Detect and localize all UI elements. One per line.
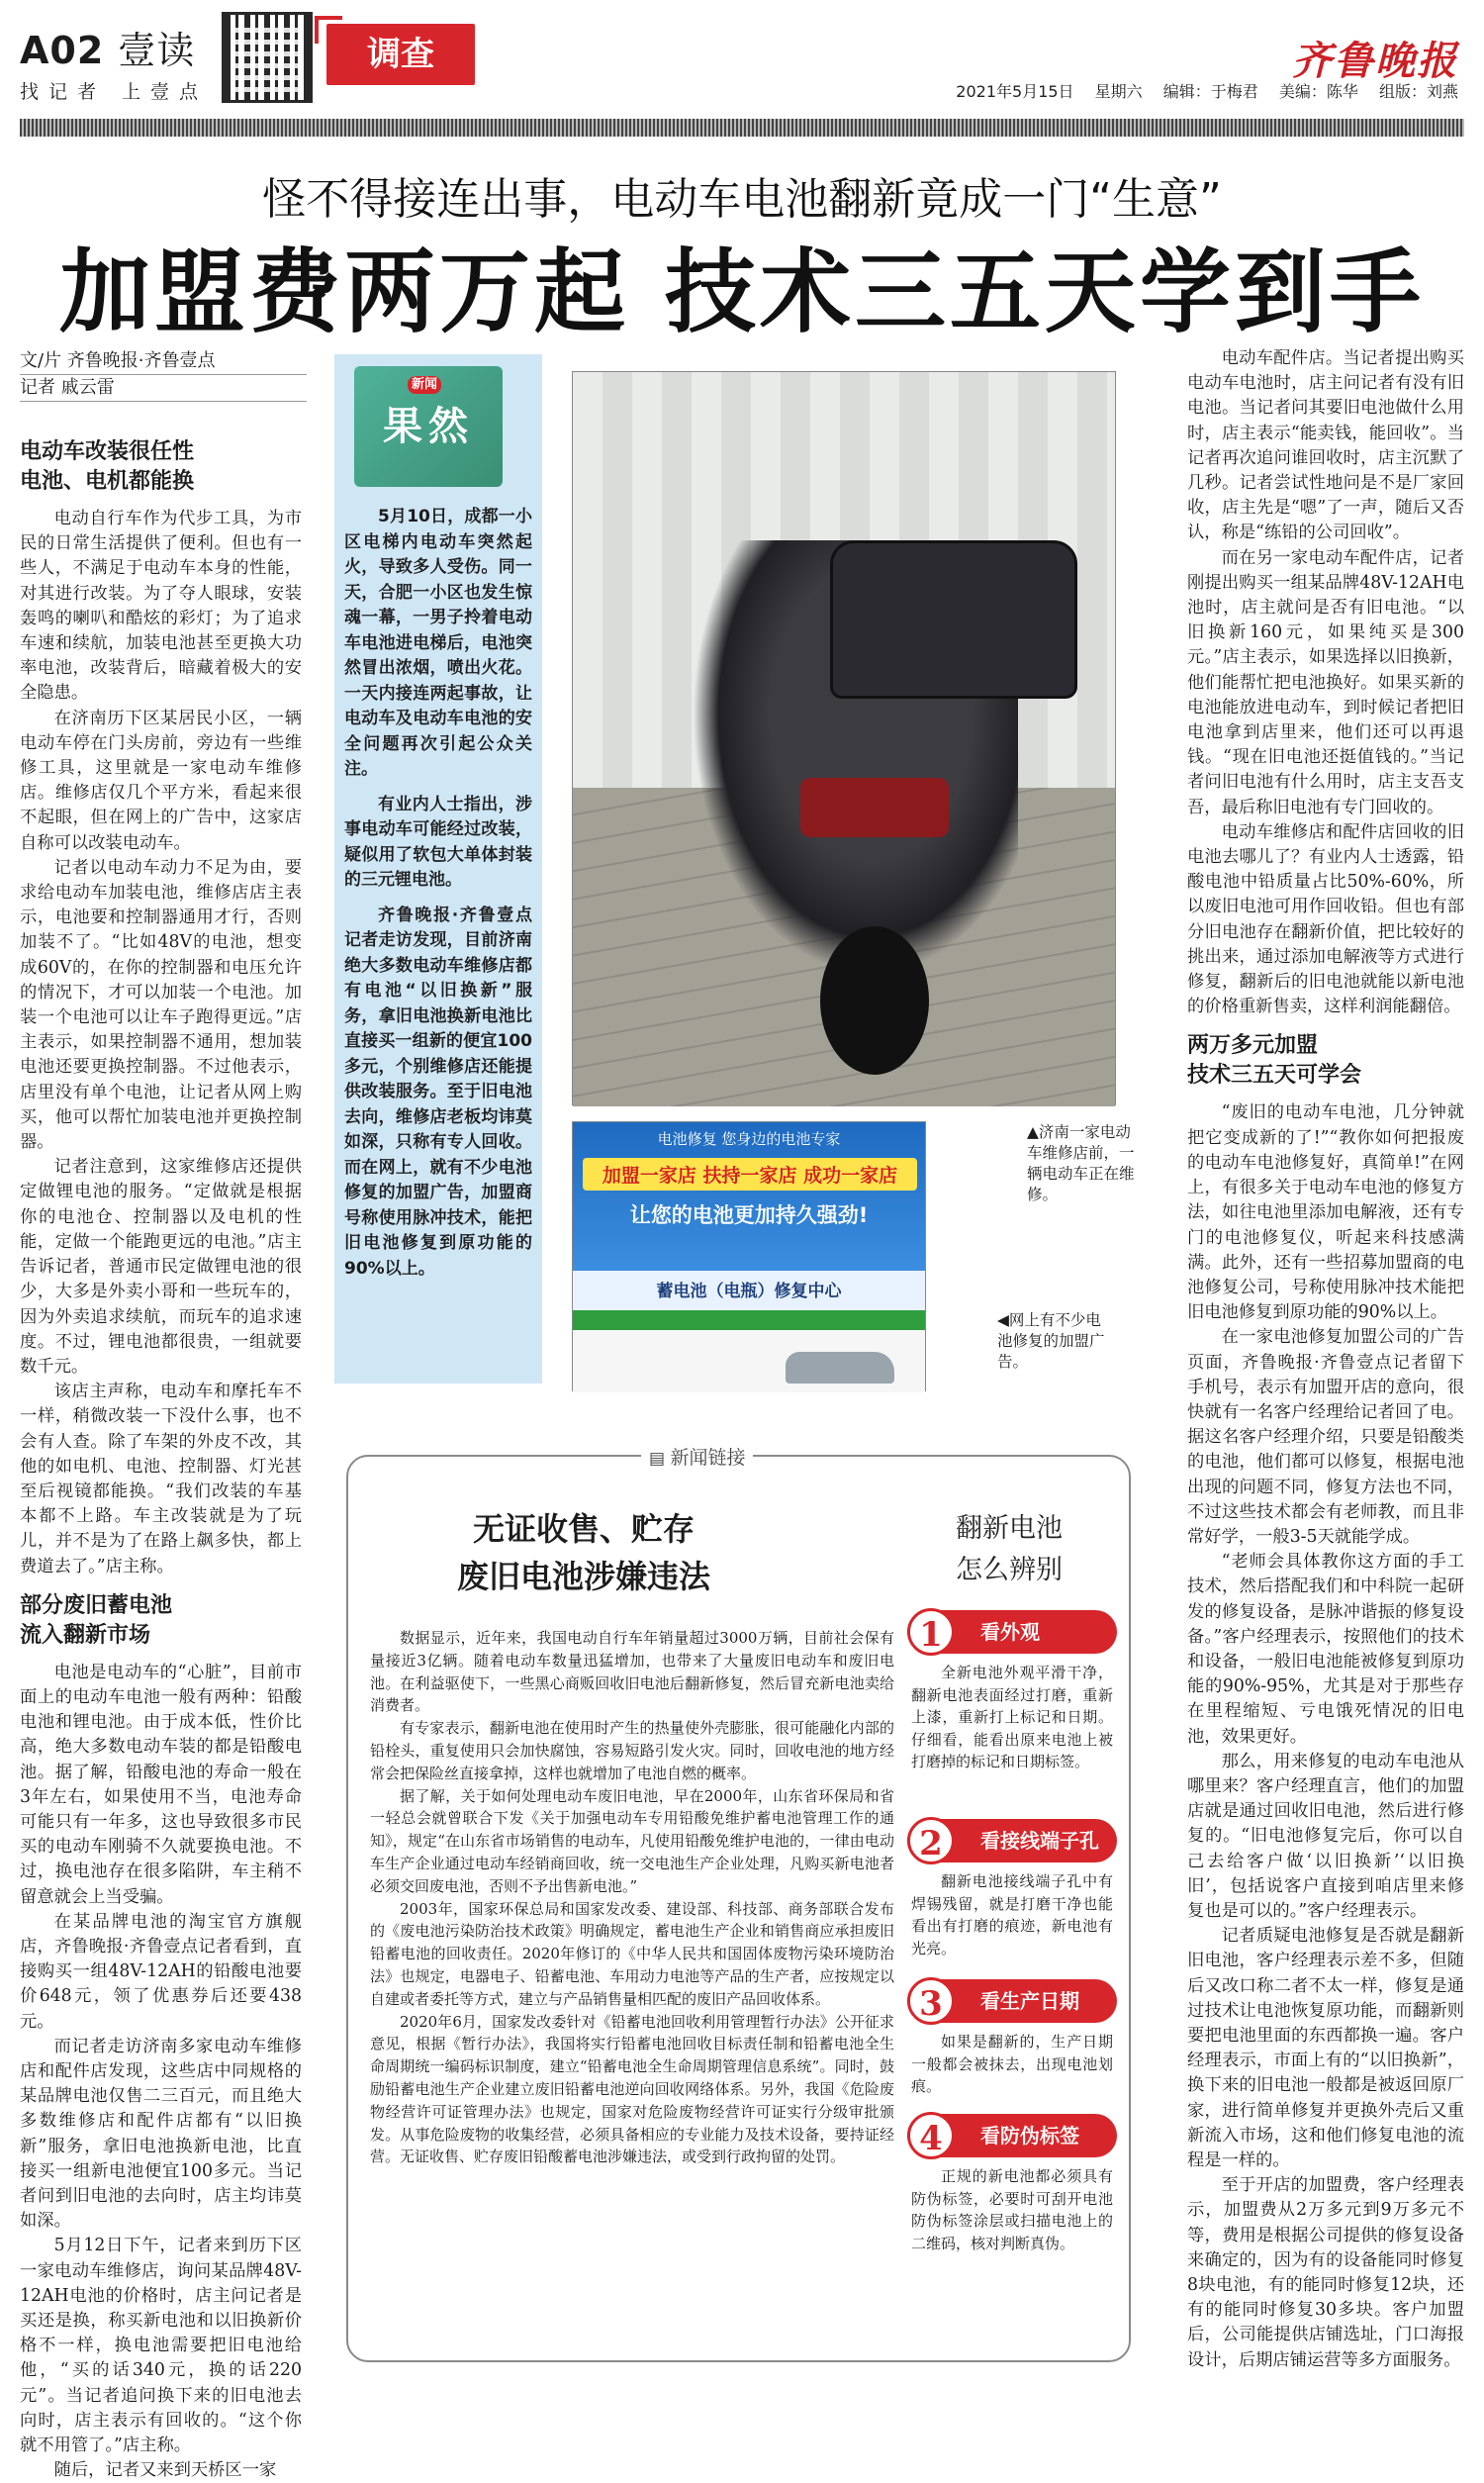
news-link-label: ▤ 新闻链接 — [641, 1443, 753, 1470]
section-name: 壹读 — [118, 29, 196, 72]
body-paragraph: “老师会具体教你这方面的手工技术，然后搭配我们和中科院一起研发的修复设备，是脉冲谐振的修复设备。”客户经理表示，按照他们的技术和设备，一般旧电池能被修复到原功能的90%-95%，尤其是对于那些存在里程缩短、亏电饿死情况的旧电池，效果更好。 — [1187, 1552, 1464, 1747]
article-column-4 — [1187, 346, 1464, 2370]
identify-step: 1 看外观 全新电池外观平滑干净，翻新电池表面经过打磨，重新上漆，重新打上标记和日期。仔细看，能看出原来电池上被打磨掉的标记和日期标签。 — [907, 1610, 1117, 1773]
header-slogan: 找记者 上壹点 — [20, 81, 209, 103]
ad-photo — [572, 1121, 926, 1391]
editor-credit: 编辑：于梅君 — [1162, 82, 1258, 101]
scooter-photo — [572, 371, 1116, 1105]
article-column-1 — [20, 426, 302, 2481]
ad-shop-sign: 蓄电池（电瓶）修复中心 — [656, 1282, 842, 1301]
identify-step: 3 看生产日期 如果是翻新的，生产日期一般都会被抹去，出现电池划痕。 — [907, 1979, 1117, 2098]
subheading: 部分废旧蓄电池 — [20, 1592, 173, 1618]
body-paragraph: “废旧的电动车电池，几分钟就把它变成新的了!”“教你如何把报废的电动车电池修复好，真简单!”在网上，有很多关于电动车电池的修复方法，如往电池里添加电解液，还有专门的电池修复仪，听起来科技感满满。此外，还有一些招募加盟商的电池修复公司，号称使用脉冲技术能把旧电池修复到原功能的90%以上。 — [1187, 1102, 1464, 1323]
body-paragraph: 5月12日下午，记者来到历下区一家电动车维修店，询问某品牌48V-12AH电池的价格时，店主问记者是买还是换，称买新电池和以旧换新价格不一样，换电池需要把旧电池给他，“买的话340元，换的话220元”。当记者追问换下来的旧电池去向时，店主表示有回收的。“这个你就不用管了。”店主称。 — [20, 2236, 302, 2456]
byline-source: 文/片 齐鲁晚报·齐鲁壹点 — [20, 348, 307, 375]
body-paragraph: 而记者走访济南多家电动车维修店和配件店发现，这些店中同规格的某品牌电池仅售二三百元，而且绝大多数维修店和配件店都有“以旧换新”服务，拿旧电池换新电池，比直接买一组新电池便宜100多元。当记者问到旧电池的去向时，店主均讳莫如深。 — [20, 2036, 302, 2232]
header-rule — [20, 119, 1464, 137]
body-paragraph: 电动自行车作为代步工具，为市民的日常生活提供了便利。但也有一些人，不满足于电动车本身的性能，对其进行改装。为了夺人眼球，安装轰鸣的喇叭和酷炫的彩灯；为了追求车速和续航，加装电池甚至更换大功率电池，改装背后，暗藏着极大的安全隐患。 — [20, 509, 302, 704]
subheading: 电动车改装很任性 — [20, 439, 195, 464]
issue-info — [940, 79, 1458, 102]
subheading: 流入翻新市场 — [20, 1622, 151, 1648]
body-paragraph: 在一家电池修复加盟公司的广告页面，齐鲁晚报·齐鲁壹点记者留下手机号，表示有加盟开店的意向，很快就有一名客户经理给记者回了电。据这名客户经理介绍，只要是铅酸类的电池，他们都可以修复，根据电池出现的问题不同，修复方法也不同，不过这些技术都会有老师教，而且非常好学，一般3-5天就能学成。 — [1187, 1327, 1464, 1547]
body-paragraph: 记者注意到，这家维修店还提供定做锂电池的服务。“定做就是根据你的电池仓、控制器以及电机的性能，定做一个能跑更远的电池。”店主告诉记者，普通市民定做锂电池的很少，大多是外卖小哥和一些玩车的，因为外卖追求续航，而玩车的追求速度。不过，锂电池都很贵，一组就要数千元。 — [20, 1157, 302, 1377]
sidebar-paragraph: 2003年，国家环保总局和国家发改委、建设部、科技部、商务部联合发布的《废电池污染防治技术政策》明确规定，蓄电池生产企业和销售商应承担废旧铅蓄电池的回收责任。2020年修订的《中华人民共和国固体废物污染环境防治法》也规定，电器电子、铅蓄电池、车用动力电池等产品的生产者，应按规定以自建或者委托等方式，建立与产品销售量相匹配的废旧产品回收体系。 — [370, 1899, 894, 2008]
identify-step: 4 看防伪标签 正规的新电池都必须具有防伪标签，必要时可刮开电池防伪标签涂层或扫描电池上的二维码，核对判断真伪。 — [907, 2114, 1117, 2254]
layout-credit: 组版：刘燕 — [1378, 82, 1458, 101]
sidebar-paragraph: 有专家表示，翻新电池在使用时产生的热量使外壳膨胀，很可能融化内部的铅栓头，重复使用只会加快腐蚀，容易短路引发火灾。同时，回收电池的地方经常会把保险丝直接拿掉，这样也就增加了电池自燃的概率。 — [370, 1719, 894, 1782]
byline — [20, 348, 307, 402]
sidebar-body — [370, 1627, 894, 2340]
issue-date: 2021年5月15日 — [956, 82, 1074, 101]
body-paragraph: 至于开店的加盟费，客户经理表示，加盟费从2万多元到9万多元不等，费用是根据公司提供的修复设备来确定的，因为有的设备能同时修复8块电池，有的能同时修复12块，还有的能同时修复30多块。客户加盟后，公司能提供店铺选址，门口海报设计，后期店铺运营等多方面服务。 — [1187, 2175, 1464, 2370]
lede-paragraph: 有业内人士指出，涉事电动车可能经过改装，疑似用了软包大单体封装的三元锂电池。 — [344, 794, 532, 890]
identify-title: 翻新电池 怎么辨别 — [956, 1513, 1063, 1585]
sidebar-paragraph: 2020年6月，国家发改委针对《铅蓄电池回收利用管理暂行办法》公开征求意见，根据《暂行办法》，我国将实行铅蓄电池回收目标责任制和铅蓄电池全生命周期统一编码标识制度，建立“铅蓄电池全生命周期管理信息系统”。同时，鼓励铅蓄电池生产企业建立废旧铅蓄电池逆向回收网络体系。另外，我国《危险废物经营许可证管理办法》也规定，国家对危险废物经营许可证实行分级审批颁发。从事危险废物的收集经营，必须具备相应的专业能力及技术设备，要持证经营。无证收售、贮存废旧铅酸蓄电池涉嫌违法，或受到行政拘留的处罚。 — [370, 2012, 894, 2166]
body-paragraph: 电池是电动车的“心脏”，目前市面上的电动车电池一般有两种：铅酸电池和锂电池。由于成本低，性价比高，绝大多数电动车装的都是铅酸电池。据了解，铅酸电池的寿命一般在3年左右，如果使用不当，电池寿命可能只有一年多，这也导致很多市民买的电动车刚骑不久就要换电池。不过，换电池存在很多陷阱，车主稍不留意就会上当受骗。 — [20, 1662, 302, 1907]
subheading: 电池、电机都能换 — [20, 469, 195, 494]
sidebar-paragraph: 数据显示，近年来，我国电动自行车年销量超过3000万辆，目前社会保有量接近3亿辆。随着电动车数量迅猛增加，也带来了大量废旧电动车和废旧电池。在利益驱使下，一些黑心商贩回收旧电池后翻新修复，然后冒充新电池卖给消费者。 — [370, 1629, 894, 1715]
page-number: A02 壹读 — [20, 29, 196, 72]
subheading: 两万多元加盟 — [1187, 1033, 1319, 1059]
body-paragraph: 记者以电动车动力不足为由，要求给电动车加装电池，维修店店主表示，电池要和控制器通用才行，否则加装不了。“比如48V的电池，想变成60V的，在你的控制器和电压允许的情况下，才可以加装一个电池。加装一个电池可以让车子跑得更远。”店主表示，如果控制器不通用，想加装电池还要更换控制器。不过他表示，店里没有单个电池，让记者从网上购买，他可以帮忙加装电池并更换控制器。 — [20, 857, 302, 1153]
article-kicker: 怪不得接连出事，电动车电池翻新竟成一门“生意” — [262, 174, 1222, 225]
identify-step: 2 看接线端子孔 翻新电池接线端子孔中有焊锡残留，就是打磨干净也能看出有打磨的痕迹，新电池有光亮。 — [907, 1819, 1117, 1959]
sidebar-paragraph: 据了解，关于如何处理电动车废旧电池，早在2000年，山东省环保局和省一轻总会就曾联合下发《关于加强电动车专用铅酸免维护蓄电池管理工作的通知》，规定“在山东省市场销售的电动车，凡使用铅酸免维护电池的，一律由电动车生产企业通过电动车经销商回收，统一交电池生产企业处理，凡购买新电池者必须交回废电池，否则不予出售新电池。” — [370, 1786, 894, 1895]
body-paragraph: 该店主声称，电动车和摩托车不一样，稍微改装一下没什么事，也不会有人查。除了车架的外皮不改，其他的如电机、电池、控制器、灯光甚至后视镜都能换。“我们改装的车基本都不上路。车主改装就是为了玩儿，并不是为了在路上飙多快，都上费道去了。”店主称。 — [20, 1382, 302, 1576]
art-credit: 美编：陈华 — [1278, 82, 1358, 101]
article-headline: 加盟费两万起 技术三五天学到手 — [58, 239, 1426, 345]
lede-paragraph: 齐鲁晚报·齐鲁壹点记者走访发现，目前济南绝大多数电动车维修店都有电池“以旧换新”服务，拿旧电池换新电池比直接买一组新的便宜100多元，个别维修店还能提供改装服务。至于旧电池去向，维修店老板均讳莫如深，只称有专人回收。而在网上，就有不少电池修复的加盟广告，加盟商号称使用脉冲技术，能把旧电池修复到原功能的90%以上。 — [344, 905, 532, 1279]
guoran-news-logo: 果然 新闻 — [354, 366, 503, 487]
body-paragraph: 电动车维修店和配件店回收的旧电池去哪儿了？有业内人士透露，铅酸电池中铅质量占比50%-60%，所以废旧电池可用作回收铅。但也有部分旧电池存在翻新价值，把比较好的挑出来，通过添加电解液等方式进行修复，翻新后的旧电池就能以新电池的价格重新售卖，这样利润能翻倍。 — [1187, 821, 1464, 1017]
body-paragraph: 电动车配件店。当记者提出购买电动车电池时，店主问记者有没有旧电池。当记者问其要旧电池做什么用时，店主表示“能卖钱，能回收”。当记者再次追问谁回收时，店主沉默了几秒。记者尝试性地问是不是厂家回收，店主先是“嗯”了一声，随后又否认，称是“练铅的公司回收”。 — [1187, 348, 1464, 543]
body-paragraph: 那么，用来修复的电动车电池从哪里来？客户经理直言，他们的加盟店就是通过回收旧电池，然后进行修复的。“旧电池修复完后，你可以自己去给客户做‘以旧换新’‘以旧换旧’，包括说客户直接到咱店里来修复也是可以的。”客户经理表示。 — [1187, 1751, 1464, 1921]
body-paragraph: 记者质疑电池修复是否就是翻新旧电池，客户经理表示差不多，但随后又改口称二者不太一样，修复是通过技术让电池恢复原功能，而翻新则要把电池里面的东西都换一遍。客户经理表示，市面上有的“以旧换新”，换下来的旧电池一般都是被返回原厂家，进行简单修复并更换外壳后又重新流入市场，这和他们修复电池的流程是一样的。 — [1187, 1926, 1464, 2171]
body-paragraph: 在某品牌电池的淘宝官方旗舰店，齐鲁晚报·齐鲁壹点记者看到，直接购买一组48V-12AH的铅酸电池要价648元，领了优惠券后还要438元。 — [20, 1911, 302, 2032]
section-tag: 调查 — [326, 24, 475, 85]
subheading: 技术三五天可学会 — [1187, 1063, 1362, 1089]
qr-code[interactable] — [222, 12, 313, 103]
body-paragraph: 而在另一家电动车配件店，记者刚提出购买一组某品牌48V-12AH电池时，店主就问是否有旧电池。“以旧换新160元，如果纯买是300元。”店主表示，如果选择以旧换新，他们能帮忙把电池换好。如果买新的电池能放进电动车，到时候记者把旧电池拿到店里来，他们还可以再退钱。“现在旧电池还挺值钱的。”当记者问旧电池有什么用时，店主支吾支吾，最后称旧电池有专门回收的。 — [1187, 547, 1464, 817]
issue-weekday: 星期六 — [1094, 82, 1143, 101]
lede-paragraph: 5月10日，成都一小区电梯内电动车突然起火，导致多人受伤。同一天，合肥一小区也发生惊魂一幕，一男子拎着电动车电池进电梯后，电池突然冒出浓烟，喷出火花。一天内接连两起事故，让电动车及电动车电池的安全问题再次引起公众关注。 — [344, 507, 532, 779]
photo-caption: ▲济南一家电动车维修店前，一辆电动车正在维修。 — [1027, 1123, 1135, 1203]
ad-title: 电池修复 您身边的电池专家 — [657, 1130, 841, 1148]
lede-box — [334, 354, 542, 1384]
newspaper-logo: 齐鲁晚报 — [1292, 38, 1458, 84]
body-paragraph: 在济南历下区某居民小区，一辆电动车停在门头房前，旁边有一些维修工具，这里就是一家电动车维修店。维修店仅几个平方米，看起来很不起眼，但在网上的广告中，这家店自称可以改装电动车。 — [20, 708, 302, 853]
byline-reporter: 记者 戚云雷 — [20, 375, 307, 402]
ad-slogan: 加盟一家店 扶持一家店 成功一家店 — [583, 1158, 917, 1191]
ad-line: 让您的电池更加持久强劲! — [629, 1203, 869, 1227]
sidebar-title: 无证收售、贮存 废旧电池涉嫌违法 — [456, 1510, 710, 1595]
body-paragraph: 随后，记者又来到天桥区一家 — [53, 2460, 277, 2481]
photo-caption: ◀网上有不少电池修复的加盟广告。 — [997, 1311, 1105, 1371]
